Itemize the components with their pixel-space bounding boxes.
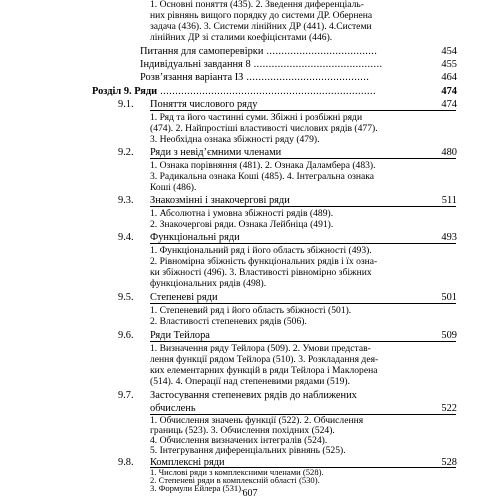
- page-ref: 480: [441, 147, 457, 158]
- page-ref: 474: [441, 99, 457, 110]
- section-number: 9.6.: [118, 330, 134, 341]
- page-ref: 528: [441, 457, 457, 468]
- sub-line: ки збіжності (496). 3. Властивості рівномірно збіжних: [150, 267, 372, 278]
- chapter-title: Розділ 9. Ряди ........................................................................: [92, 86, 377, 97]
- sub-line: 2. Степеневі ряди в комплексній області (530).: [150, 475, 320, 485]
- sub-line: 3. Радикальна ознака Коші (485). 4. Інтегральна ознака: [150, 171, 375, 182]
- toc-entry-self-check: Питання для самоперевірки .....................................: [140, 46, 378, 57]
- page-ref: 493: [441, 232, 457, 243]
- toc-entry-individual-tasks: Індивідуальні завдання 8 ...........................................: [140, 59, 383, 70]
- page-ref: 454: [441, 46, 457, 57]
- sub-line: (514). 4. Операції над степеневими рядами (519).: [150, 376, 350, 387]
- sub-line: 5. Інтегрування диференціальних рівнянь (525).: [150, 445, 346, 456]
- sub-line: границь (523). 3. Обчислення похідних (524).: [150, 425, 335, 436]
- section-title-cont: обчислень: [150, 403, 196, 414]
- sub-line: лінійних ДР зі сталими коефіцієнтами (446).: [150, 32, 333, 43]
- sub-line: 1. Функціональний ряд і його область збіжності (493).: [150, 245, 372, 256]
- sub-line: 2. Знакочергові ряди. Ознака Лейбніца (491).: [150, 219, 334, 230]
- sub-line: 1. Абсолютна і умовна збіжності рядів (489).: [150, 208, 334, 219]
- section-title: Степеневі ряди: [150, 292, 218, 303]
- sub-line: 3. Необхідна ознака збіжності ряду (479).: [150, 134, 320, 145]
- sub-line: 1. Ознака порівняння (481). 2. Ознака Даламбера (483).: [150, 160, 376, 171]
- section-title: Ряди з невід’ємними членами: [150, 147, 282, 158]
- section-title: Комплексні ряди: [150, 457, 225, 468]
- leader-line: [150, 243, 456, 244]
- sub-line: Коші (486).: [150, 182, 197, 193]
- section-title: Знакозмінні і знакочергові ряди: [150, 195, 290, 206]
- section-title: Застосування степеневих рядів до наближених: [150, 390, 357, 401]
- sub-line: 2. Властивості степеневих рядів (506).: [150, 316, 307, 327]
- leader-line: [150, 110, 456, 111]
- sub-line: ких елементарних функцій в ряди Тейлора і Маклорена: [150, 365, 378, 376]
- section-number: 9.8.: [118, 457, 134, 468]
- sub-line: задача (436). 3. Системи лінійних ДР (441). 4.Системи: [150, 21, 372, 32]
- toc-entry-solution: Розв’язання варіанта ІЗ .........................................: [140, 72, 370, 83]
- page-ref: 509: [441, 330, 457, 341]
- page-ref: 501: [441, 292, 457, 303]
- sub-line: 1. Числові ряди з комплексними членами (528).: [150, 467, 324, 477]
- section-title: Ряди Тейлора: [150, 330, 210, 341]
- sub-line: (474). 2. Найпростіші властивості числових рядів (477).: [150, 123, 378, 134]
- section-number: 9.7.: [118, 390, 134, 401]
- sub-line: 1. Ряд та його частинні суми. Збіжні і розбіжні ряди: [150, 112, 363, 123]
- leader-line: [150, 303, 456, 304]
- section-number: 9.1.: [118, 99, 134, 110]
- section-title: Функціональні ряди: [150, 232, 240, 243]
- sub-line: лення функції рядом Тейлора (510). 3. Розкладання дея-: [150, 354, 379, 365]
- page-ref: 474: [441, 86, 457, 97]
- page-ref: 464: [441, 72, 457, 83]
- page-number: 607: [242, 488, 258, 499]
- section-number: 9.3.: [118, 195, 134, 206]
- page-ref: 522: [441, 403, 457, 414]
- leader-line: [150, 158, 456, 159]
- sub-line: 1. Обчислення значень функції (522). 2. Обчислення: [150, 415, 364, 426]
- section-number: 9.2.: [118, 147, 134, 158]
- section-number: 9.4.: [118, 232, 134, 243]
- sub-line: 1. Основні поняття (435). 2. Зведення диференціаль-: [150, 0, 364, 10]
- sub-line: 1. Визначення ряду Тейлора (509). 2. Умови представ-: [150, 343, 371, 354]
- sub-line: 2. Рівномірна збіжність функціональних рядів і їх озна-: [150, 256, 378, 267]
- section-number: 9.5.: [118, 292, 134, 303]
- leader-line: [150, 206, 456, 207]
- sub-line: функціональних рядів (498).: [150, 278, 267, 289]
- sub-line: 4. Обчислення визначених інтегралів (524).: [150, 435, 328, 446]
- sub-line: них рівнянь вищого порядку до системи ДР. Обернена: [150, 10, 373, 21]
- page-ref: 511: [441, 195, 457, 206]
- page-ref: 455: [441, 59, 457, 70]
- section-title: Поняття числового ряду: [150, 99, 258, 110]
- leader-line: [150, 341, 456, 342]
- sub-line: 3. Формули Ейлера (531).: [150, 483, 244, 493]
- sub-line: 1. Степеневий ряд і його область збіжності (501).: [150, 305, 352, 316]
